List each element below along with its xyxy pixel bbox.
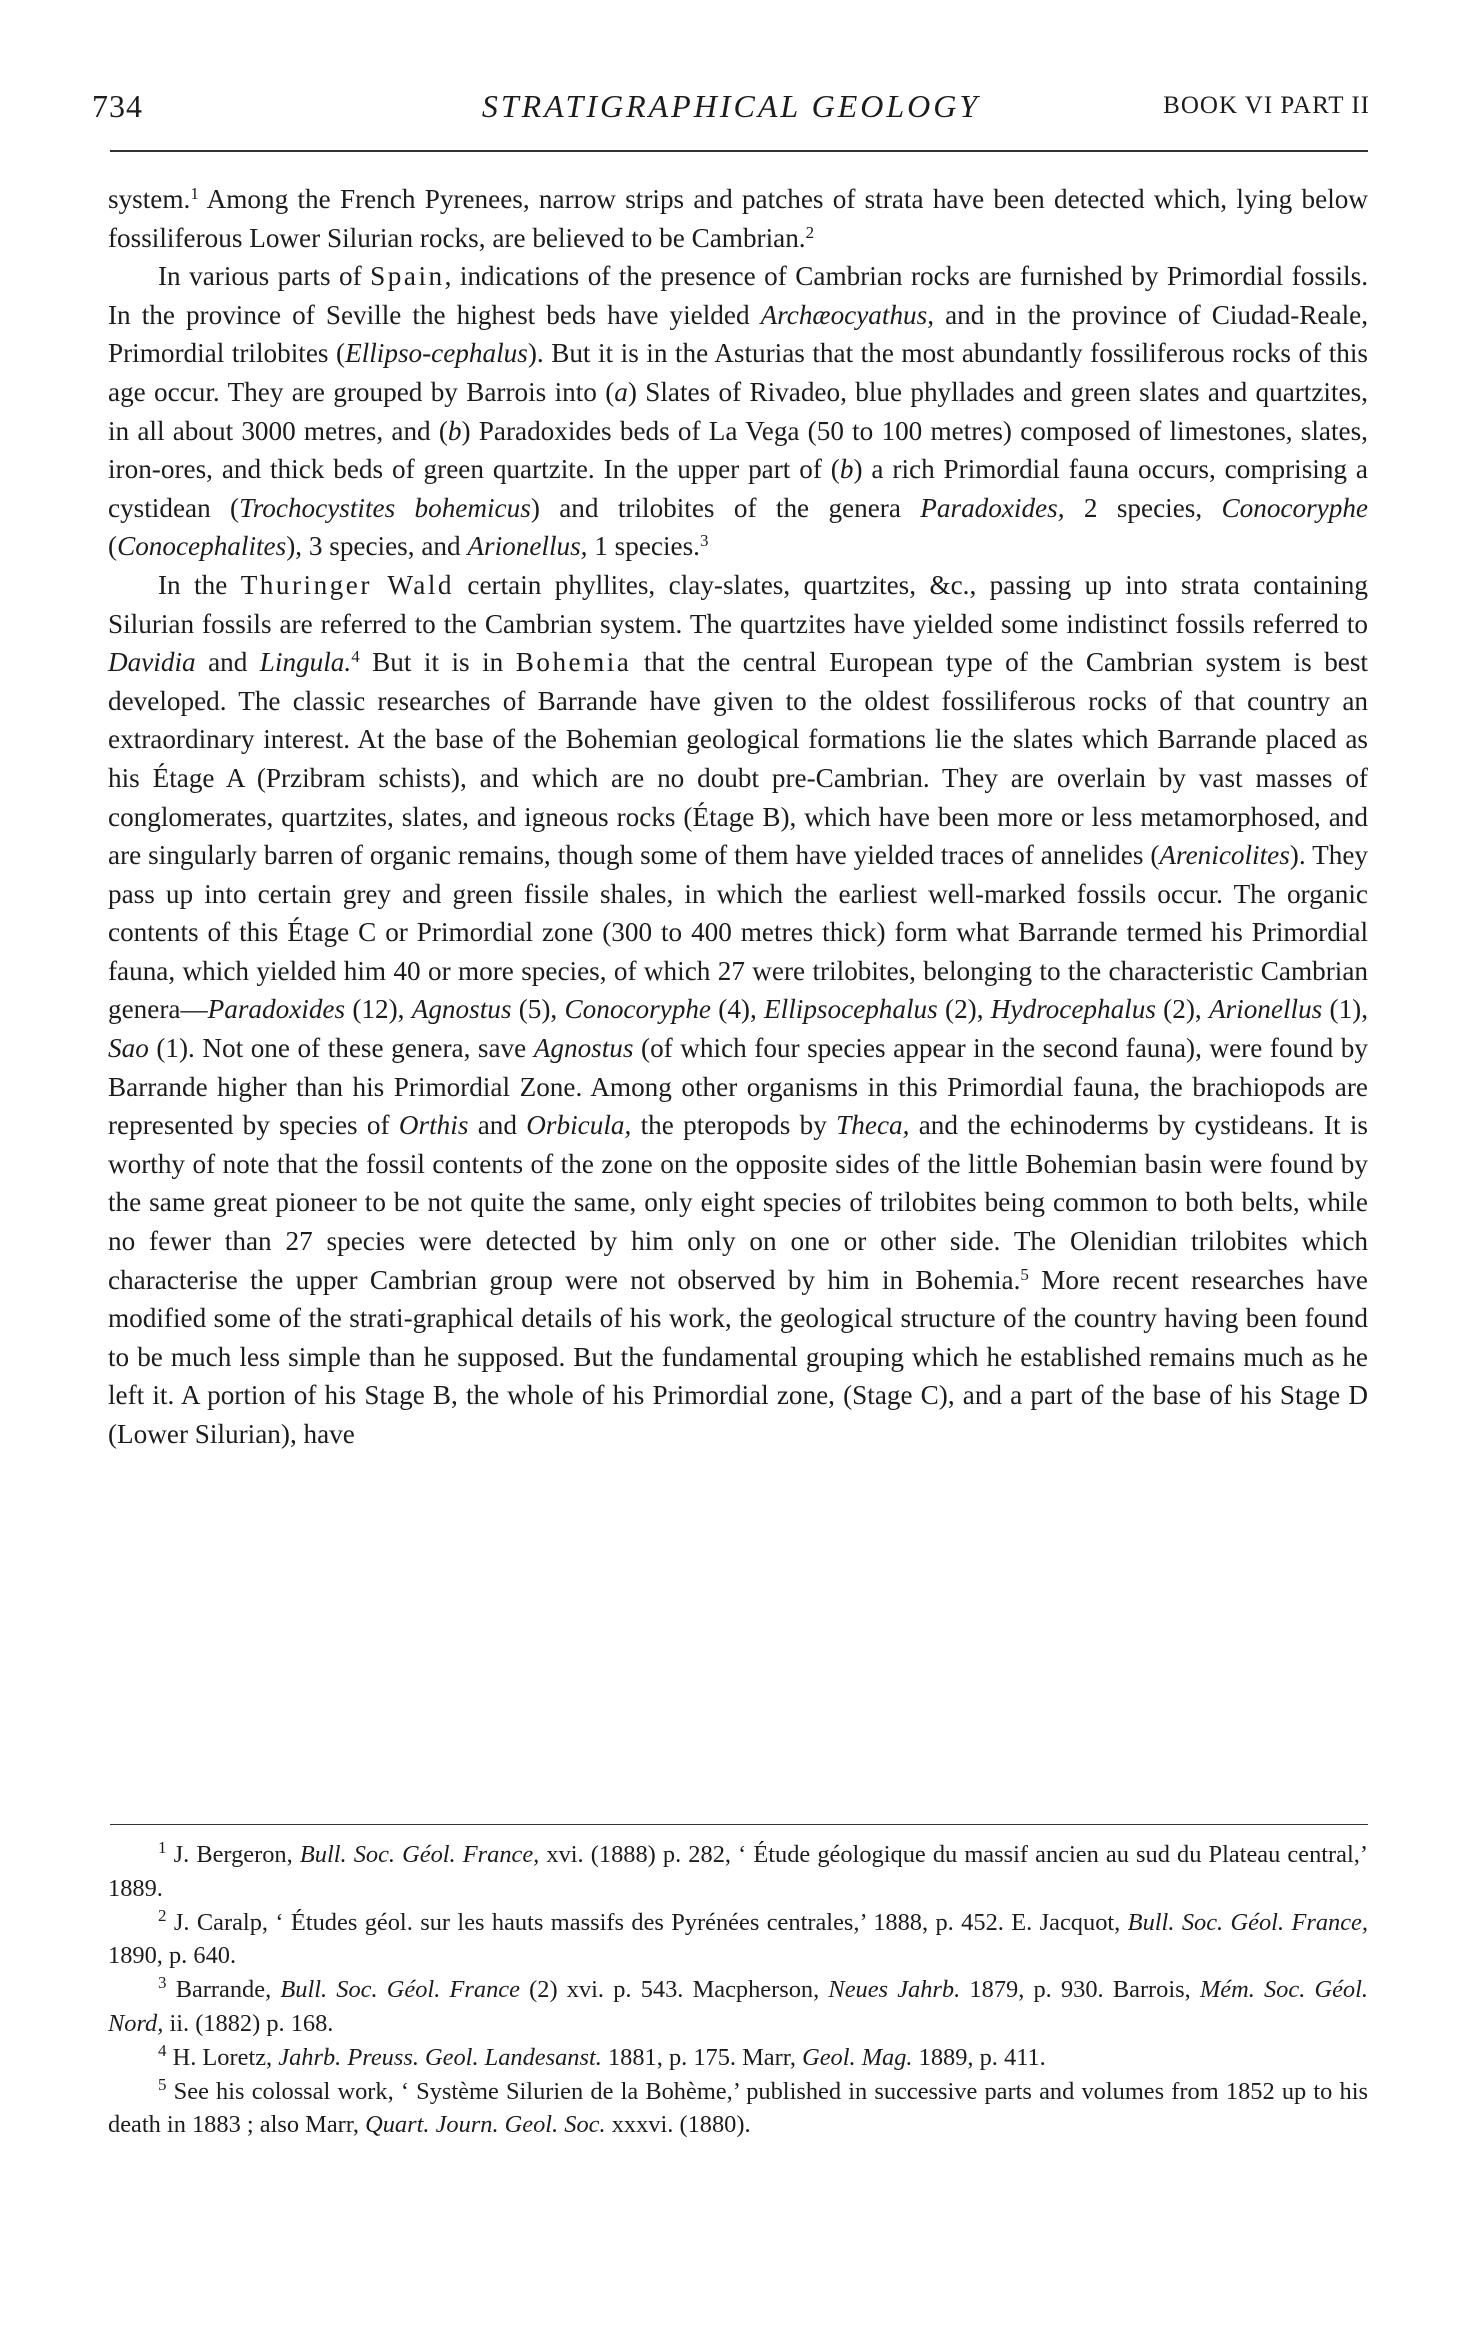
footnote-rule — [110, 1824, 1368, 1825]
running-header — [92, 88, 1370, 132]
paragraph-3: In the Thuringer Wald certain phyllites, clay-slates, quartzites, &c., passing up into strata containing Silurian fossils are referred to the Cambrian system. The quartzites have yielded some indistinct fossils referred to Davidia and Lingula.$^4$ But it is in Bohemia that the central European type of the Cambrian system is best developed. The classic researches of Barrande have given to the oldest fossiliferous rocks of that country an extraordinary interest. At the base of the Bohemian geological formations lie the slates which Barrande placed as his Étage A (Przibram schists), and which are no doubt pre-Cambrian. They are overlain by vast masses of conglomerates, quartzites, slates, and igneous rocks (Étage B), which have been more or less metamorphosed, and are singularly barren of organic remains, though some of them have yielded traces of annelides (Arenicolites). They pass up into certain grey and green fissile shales, in which the earliest well-marked fossils occur. The organic contents of this Étage C or Primordial zone (300 to 400 metres thick) form what Barrande termed his Primordial fauna, which yielded him 40 or more species, of which 27 were trilobites, belonging to the characteristic Cambrian genera—Paradoxides (12), Agnostus (5), Conocoryphe (4), Ellipsocephalus (2), Hydrocephalus (2), Arionellus (1), Sao (1). Not one of these genera, save Agnostus (of which four species appear in the second fauna), were found by Barrande higher than his Primordial Zone. Among other organisms in this Primordial fauna, the brachiopods are represented by species of Orthis and Orbicula, the pteropods by Theca, and the echinoderms by cystideans. It is worthy of note that the fossil contents of the zone on the opposite sides of the little Bohemian basin were found by the same great pioneer to be not quite the same, only eight species of trilobites being common to both belts, while no fewer than 27 species were detected by him only on one or other side. The Olenidian trilobites which characterise the upper Cambrian group were not observed by him in Bohemia.$^5$ More recent researches have modified some of the strati-graphical details of his work, the geological structure of the country having been found to be much less simple than he supposed. But the fundamental grouping which he established remains much as he left it. A portion of his Stage B, the whole of his Primordial zone, (Stage C), and a part of the base of his Stage D (Lower Silurian), have — [108, 569, 1369, 1449]
place-spain: Spain — [370, 261, 445, 292]
footnote-1: $^1$ J. Bergeron, Bull. Soc. Géol. France, xvi. (1888) p. 282, ‘ Étude géologique du massif ancien au sud du Plateau central,’ 1889. — [108, 1838, 1368, 1902]
footnote-3: $^3$ Barrande, Bull. Soc. Géol. France (2) xvi. p. 543. Macpherson, Neues Jahrb. 1879, p. 930. Barrois, Mém. Soc. Géol. Nord, ii. (1882) p. 168. — [108, 1973, 1368, 2037]
main-text — [108, 180, 1368, 1454]
page-number: 734 — [92, 88, 143, 124]
place-bohemia: Bohemia — [515, 647, 632, 678]
footnote-ref-5[interactable]: 5 — [1020, 1264, 1029, 1284]
footnote-ref-4[interactable]: 4 — [351, 647, 360, 667]
footnote-ref-2[interactable]: 2 — [805, 222, 815, 242]
paragraph-2: In various parts of Spain, indications of the presence of Cambrian rocks are furnished by Primordial fossils. In the province of Seville the highest beds have yielded Archæocyathus, and in the province of Ciudad-Reale, Primordial trilobites (Ellipso-cephalus). But it is in the Asturias that the most abundantly fossiliferous rocks of this age occur. They are grouped by Barrois into (a) Slates of Rivadeo, blue phyllades and green slates and quartzites, in all about 3000 metres, and (b) Paradoxides beds of La Vega (50 to 100 metres) composed of limestones, slates, iron-ores, and thick beds of green quartzite. In the upper part of (b) a rich Primordial fauna occurs, comprising a cystidean (Trochocystites bohemicus) and trilobites of the genera Paradoxides, 2 species, Conocoryphe (Conocephalites), 3 species, and Arionellus, 1 species.$^3$ — [108, 261, 1368, 562]
running-title: STRATIGRAPHICAL GEOLOGY — [481, 88, 981, 124]
place-thuringer-wald: Thuringer Wald — [240, 569, 455, 600]
footnote-ref-1[interactable]: 1 — [190, 184, 199, 203]
footnote-4: $^4$ H. Loretz, Jahrb. Preuss. Geol. Landesanst. 1881, p. 175. Marr, Geol. Mag. 1889, p. 411. — [158, 2040, 1046, 2071]
book-part-label: BOOK VI PART II — [1163, 92, 1370, 119]
footnote-5: $^5$ See his colossal work, ‘ Système Silurien de la Bohème,’ published in successive parts and volumes from 1852 up to his death in 1883 ; also Marr, Quart. Journ. Geol. Soc. xxxvi. (1880). — [108, 2074, 1368, 2139]
footnotes — [108, 1838, 1368, 2142]
footnote-2: $^2$ J. Caralp, ‘ Études géol. sur les hauts massifs des Pyrénées centrales,’ 1888, p. 452. E. Jacquot, Bull. Soc. Géol. France, 1890, p. 640. — [108, 1905, 1368, 1970]
footnote-ref-3[interactable]: 3 — [699, 531, 709, 551]
paragraph-1: system.$^1$ Among the French Pyrenees, narrow strips and patches of strata have been detected which, lying below fossiliferous Lower Silurian rocks, are believed to be Cambrian.$^2$ — [108, 184, 1368, 253]
header-rule — [110, 150, 1368, 152]
